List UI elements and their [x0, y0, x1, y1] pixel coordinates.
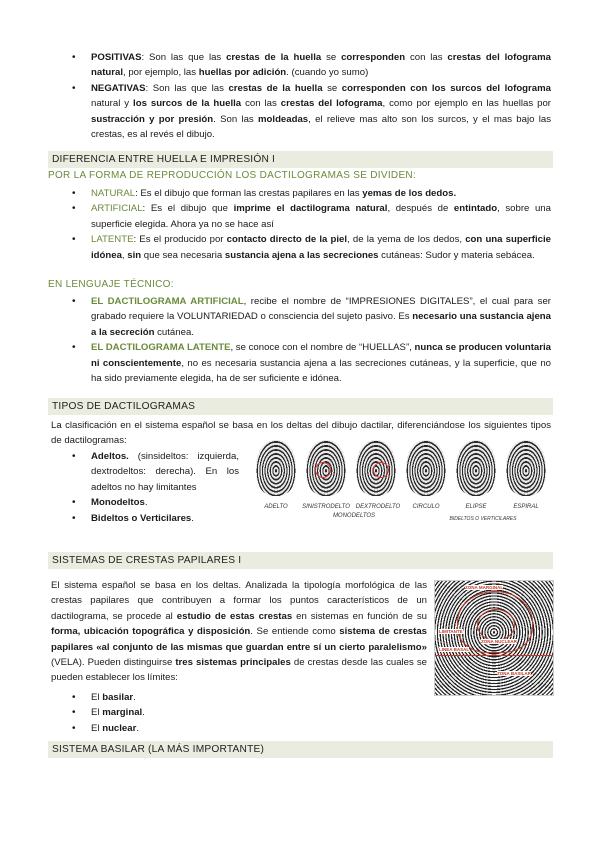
list-item: • ARTIFICIAL: Es el dibujo que imprime el dactilograma natural, después de entintado, sobre una superficie elegida. Ahora ya no se hace así: [51, 201, 551, 232]
crest-label: LINEA BASAL: [439, 647, 470, 652]
list-item: • El nuclear.: [51, 721, 351, 736]
section-heading: DIFERENCIA ENTRE HUELLA E IMPRESIÓN I: [48, 151, 553, 168]
delta-marker-icon: [315, 462, 331, 478]
fingerprint-label: DEXTRODELTO: [355, 504, 401, 510]
crest-label: LIMITANTE: [439, 629, 463, 634]
fingerprint-types-figure: [248, 436, 553, 526]
fingerprint-circulo: [406, 440, 446, 496]
list-item: • Bideltos o Verticilares.: [51, 511, 239, 526]
section-heading: SISTEMA BASILAR (LA MÁS IMPORTANTE): [48, 741, 553, 758]
types-list: [51, 449, 239, 526]
crest-label: ZONA MARGINAL: [465, 585, 504, 590]
list-item: • EL DACTILOGRAMA LATENTE, se conoce con el nombre de “HUELLAS”, nunca se producen voluntaria ni conscientemente, no es necesaria sustancia ajena a las secreciones cutáneas, y la superficie, que no ha sido previamente elegida, ha de ser suficiente e idónea.: [51, 340, 551, 386]
list-item: • Monodeltos.: [51, 495, 239, 510]
list-item: • POSITIVAS: Son las que las crestas de la huella se corresponden con las crestas del lofograma natural, por ejemplo, las huellas por adición. (cuando yo sumo): [51, 50, 551, 81]
section-heading: SISTEMAS DE CRESTAS PAPILARES I: [48, 552, 553, 569]
paragraph: La clasificación en el sistema español se basa en los deltas del dibujo dactilar, diferenciándose los siguientes tipos de dactilogramas:: [51, 420, 551, 447]
fingerprint-label: ELIPSE: [465, 504, 487, 510]
delta-marker-icon: [373, 462, 389, 478]
fingerprint-elipse: [456, 440, 496, 496]
technical-list: [51, 294, 551, 386]
crest-systems-figure: [434, 580, 554, 696]
fingerprint-adelto: [256, 440, 296, 496]
list-item: • NEGATIVAS: Son las que las crestas de la huella se corresponden con los surcos del lofograma natural y los surcos de la huella con las crestas del lofograma, como por ejemplo en las huellas por sustracción y por presión. Son las moldeadas, el relieve mas alto son los surcos, y el mas bajo las crestas, es al revés el dibujo.: [51, 81, 551, 143]
list-item: • El marginal.: [51, 705, 351, 720]
fingerprint-espiral: [506, 440, 546, 496]
section-subheading: EN LENGUAJE TÉCNICO:: [48, 279, 174, 290]
intro-list: [51, 50, 551, 142]
fingerprint-group-label: BIDELTOS O VERTICILARES: [449, 516, 517, 522]
crest-label: ZONA BASILAR: [497, 671, 531, 676]
nuclear-zone-outline: [477, 609, 515, 641]
paragraph: El sistema español se basa en los deltas. Analizada la tipología morfológica de las crestas papilares que contribuyen a formar los puntos característicos de un dactilograma, se procede al estudio de estas crestas en sistemas en función de su forma, ubicación topográfica y disposición. Se entiende como sistema de crestas papilares «al conjunto de las mismas que guardan entre sí un cierto paralelismo» (VELA). Pueden distinguirse tres sistemas principales de crestas desde las cuales se pueden establecer los límites:: [51, 580, 427, 684]
reproduction-list: [51, 186, 551, 263]
fingerprint-group-label: MONODELTOS: [332, 513, 376, 519]
fingerprint-label: SINISTRODELTO: [302, 504, 350, 510]
systems-list: [51, 690, 351, 736]
crest-label: ZONA NUCLEAR: [481, 639, 517, 644]
section-heading: TIPOS DE DACTILOGRAMAS: [48, 398, 553, 415]
fingerprint-label: CIRCULO: [412, 504, 440, 510]
basal-line: [435, 655, 553, 656]
section-subheading: POR LA FORMA DE REPRODUCCIÓN LOS DACTILOGRAMAS SE DIVIDEN:: [48, 170, 417, 181]
list-item: • NATURAL: Es el dibujo que forman las crestas papilares en las yemas de los dedos.: [51, 186, 551, 201]
fingerprint-label: ADELTO: [264, 504, 288, 510]
list-item: • LATENTE: Es el producido por contacto directo de la piel, de la yema de los dedos, con una superficie idónea, sin que sea necesaria sustancia ajena a las secreciones cutáneas: Sudor y materia sebácea.: [51, 232, 551, 263]
list-item: • Adeltos. (sinsideltos: izquierda, dextrodeltos: derecha). En los adeltos no hay limitantes: [51, 449, 239, 495]
list-item: • EL DACTILOGRAMA ARTIFICIAL, recibe el nombre de “IMPRESIONES DIGITALES”, el cual para ser grabado requiere la VOLUNTARIEDAD o consciencia del sujeto pasivo. Es necesario una sustancia ajena a la secreción cutánea.: [51, 294, 551, 340]
list-item: • El basilar.: [51, 690, 351, 705]
fingerprint-label: ESPIRAL: [513, 504, 539, 510]
